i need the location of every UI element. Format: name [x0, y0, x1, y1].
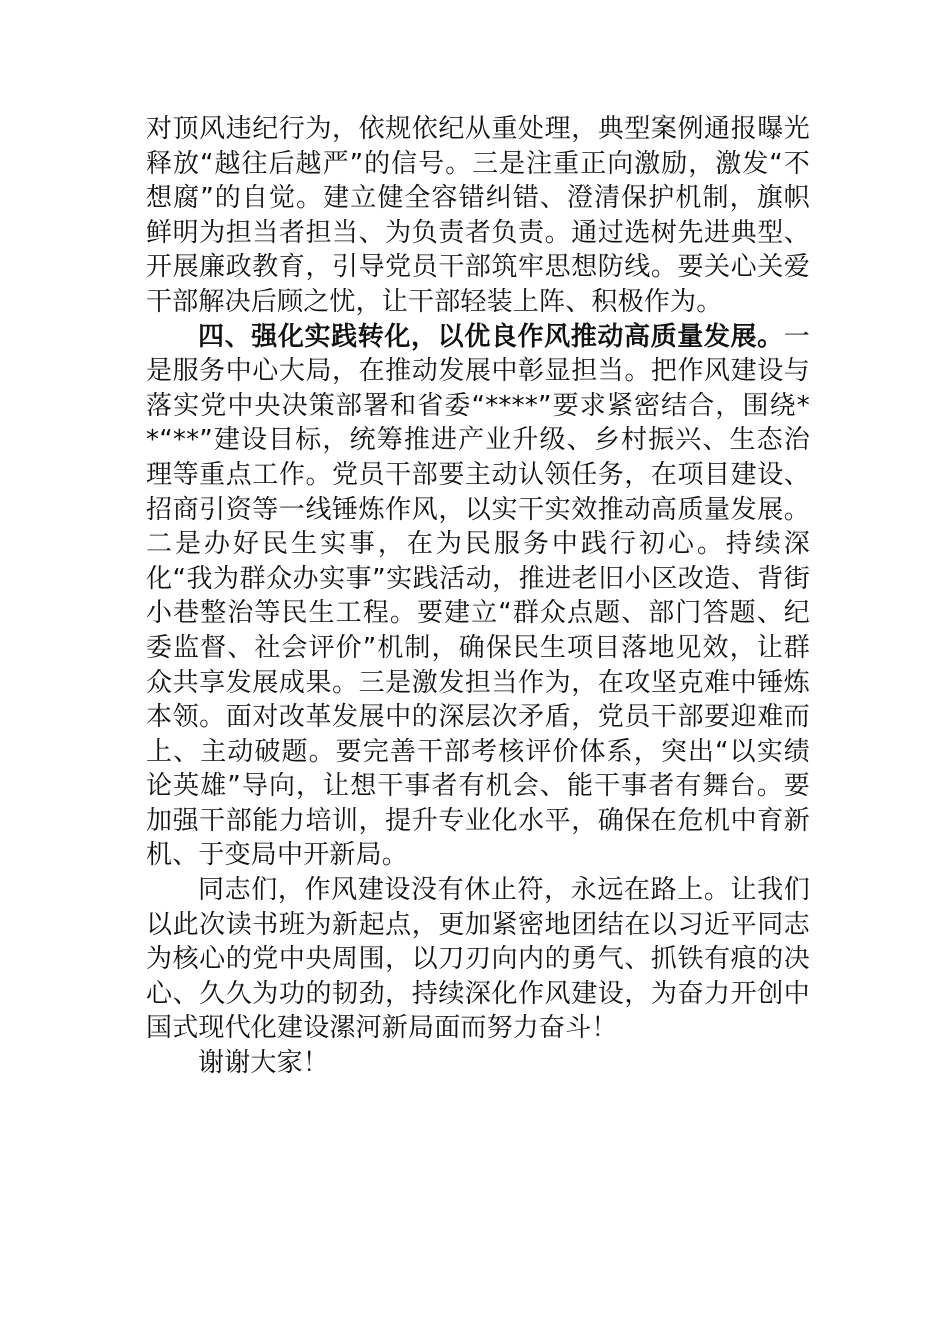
document-page: [146, 112, 810, 1081]
paragraph-thanks: 谢谢大家！: [198, 1048, 330, 1079]
section-heading: 四、强化实践转化，以优良作风推动高质量发展。: [198, 321, 784, 352]
paragraph-section-four: [146, 320, 810, 874]
paragraph-closing: 同志们，作风建设没有休止符，永远在路上。让我们以此次读书班为新起点，更加紧密地团结在以习近平同志为核心的党中央周围，以刀刃向内的勇气、抓铁有痕的决心、久久为功的韧劲，持续深化作风建设，为奋力开创中国式现代化建设漯河新局面而努力奋斗！: [146, 875, 810, 1044]
section-body: 一是服务中心大局，在推动发展中彰显担当。把作风建设与落实党中央决策部署和省委“****”要求紧密结合，围绕**“**”建设目标，统筹推进产业升级、乡村振兴、生态治理等重点工作。党员干部要主动认领任务，在项目建设、招商引资等一线锤炼作风，以实干实效推动高质量发展。二是办好民生实事，在为民服务中践行初心。持续深化“我为群众办实事”实践活动，推进老旧小区改造、背街小巷整治等民生工程。要建立“群众点题、部门答题、纪委监督、社会评价”机制，确保民生项目落地见效，让群众共享发展成果。三是激发担当作为，在攻坚克难中锤炼本领。面对改革发展中的深层次矛盾，党员干部要迎难而上、主动破题。要完善干部考核评价体系，突出“以实绩论英雄”导向，让想干事者有机会、能干事者有舞台。要加强干部能力培训，提升专业化水平，确保在危机中育新机、于变局中开新局。: [146, 321, 810, 871]
paragraph-continuation: 对顶风违纪行为，依规依纪从重处理，典型案例通报曝光释放“越往后越严”的信号。三是注重正向激励，激发“不想腐”的自觉。建立健全容错纠错、澄清保护机制，旗帜鲜明为担当者担当、为负责者负责。通过选树先进典型、开展廉政教育，引导党员干部筑牢思想防线。要关心关爱干部解决后顾之忧，让干部轻装上阵、积极作为。: [146, 114, 810, 317]
